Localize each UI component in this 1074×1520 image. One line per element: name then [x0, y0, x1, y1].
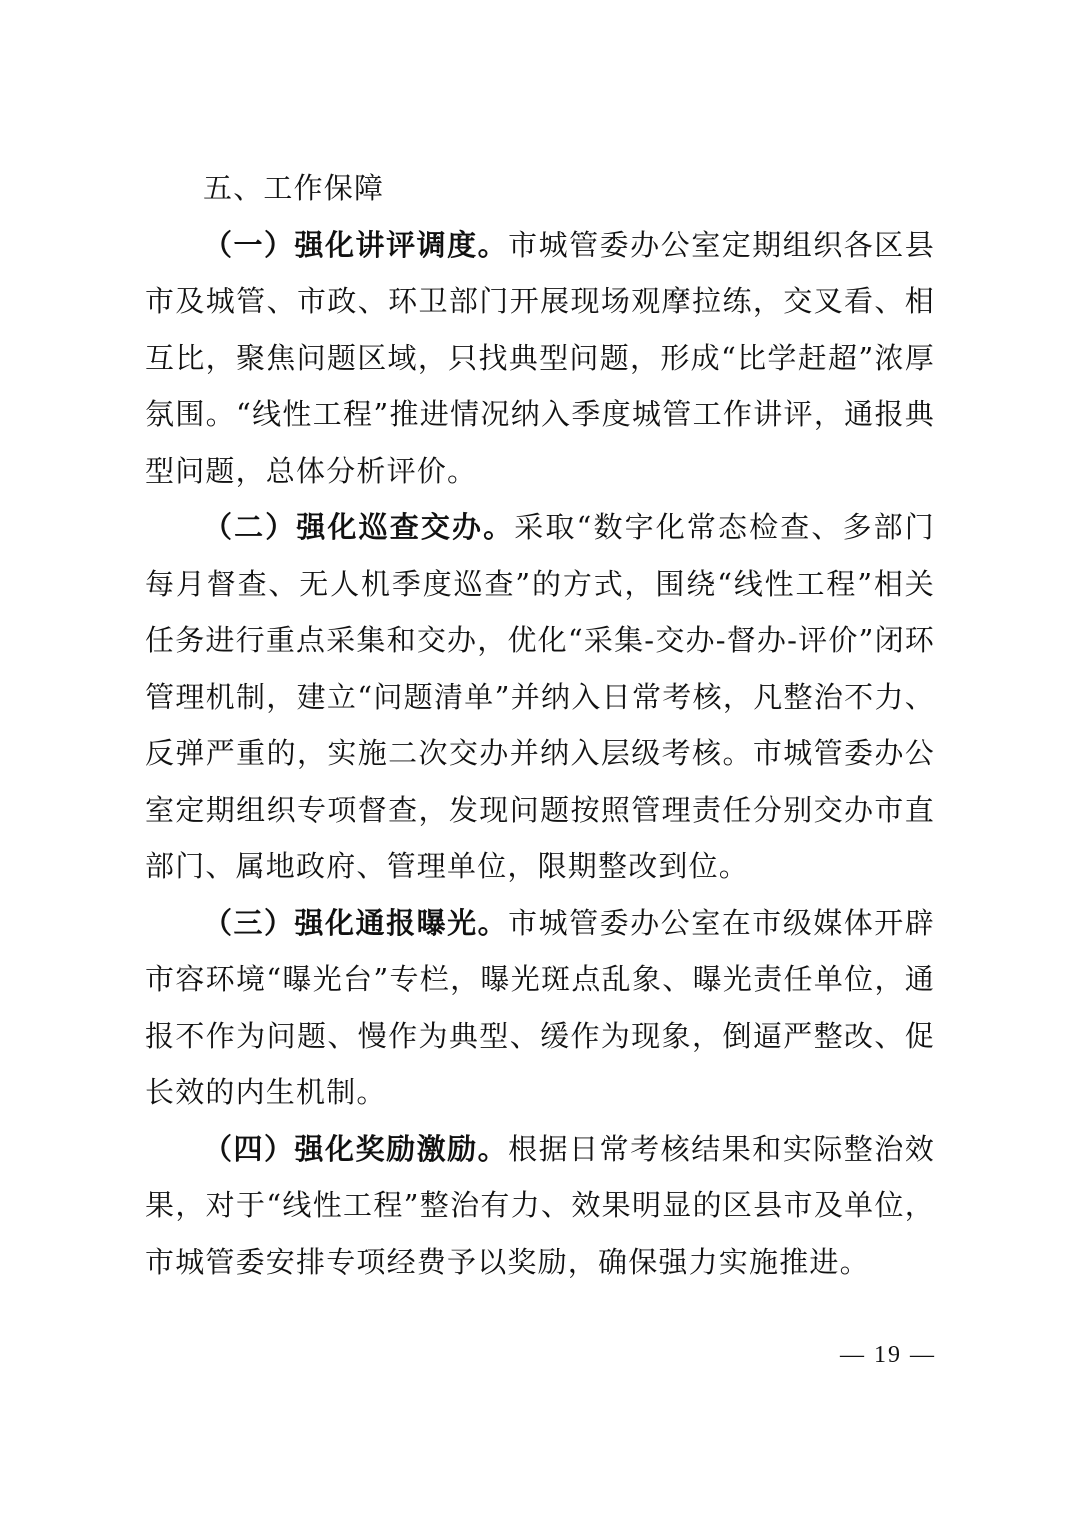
paragraph-2-title: （二）强化巡查交办。 [203, 510, 515, 544]
paragraph-2 [145, 499, 935, 895]
page-number: — 19 — [840, 1342, 936, 1368]
paragraph-1 [145, 217, 935, 500]
paragraph-3-body: 市城管委办公室在市级媒体开辟市容环境“曝光台”专栏，曝光斑点乱象、曝光责任单位，通报不作为问题、慢作为典型、缓作为现象，倒逼严整改、促长效的内生机制。 [145, 905, 935, 1109]
paragraph-2-body: 采取“数字化常态检查、多部门每月督查、无人机季度巡查”的方式，围绕“线性工程”相关任务进行重点采集和交办，优化“采集-交办-督办-评价”闭环管理机制，建立“问题清单”并纳入日常考核，凡整治不力、反弹严重的，实施二次交办并纳入层级考核。市城管委办公室定期组织专项督查，发现问题按照管理责任分别交办市直部门、属地政府、管理单位，限期整改到位。 [145, 510, 935, 883]
paragraph-3 [145, 895, 935, 1121]
paragraph-3-title: （三）强化通报曝光。 [203, 905, 509, 940]
paragraph-4-body: 根据日常考核结果和实际整治效果，对于“线性工程”整治有力、效果明显的区县市及单位，市城管委安排专项经费予以奖励，确保强力实施推进。 [145, 1131, 935, 1279]
document-body [145, 160, 935, 1290]
paragraph-1-title: （一）强化讲评调度。 [203, 227, 509, 262]
paragraph-1-body: 市城管委办公室定期组织各区县市及城管、市政、环卫部门开展现场观摩拉练，交叉看、相互比，聚焦问题区域，只找典型问题，形成“比学赶超”浓厚氛围。“线性工程”推进情况纳入季度城管工作讲评，通报典型问题，总体分析评价。 [145, 227, 935, 488]
section-heading: 五、工作保障 [203, 171, 385, 205]
paragraph-4 [145, 1121, 935, 1291]
paragraph-4-title: （四）强化奖励激励。 [203, 1131, 509, 1166]
